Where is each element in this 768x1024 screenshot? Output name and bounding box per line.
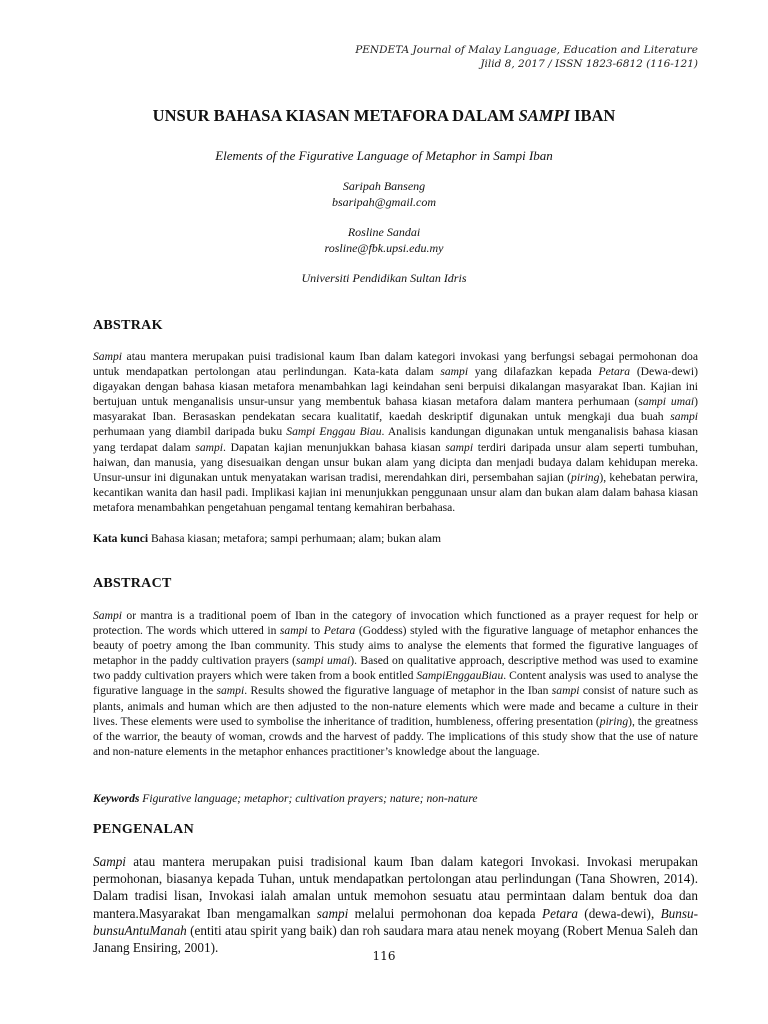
text-run: atau mantera merupakan puisi tradisional kaum Iban dalam kategori Invokasi. Invokasi merupakan permohonan, biasanya kepada Tuhan, untuk mendapatkan pertolongan atau perlindungan (Tana Showren, 2014). Dalam tradisi lisan, Invokasi ialah amalan untuk memohon sesuatu atau permintaan dalam bentuk doa dan mantera.Masyarakat Iban mengamalkan bbox=[93, 854, 698, 921]
text-run: (Dewa-dewi) digayakan dengan bahasa kiasan metafora menambahkan lagi keindahan seni berpuisi dikalangan masyarakat Iban. Kajian ini bertujuan untuk menganalisis unsur-unsur yang membentuk bahasa kiasan metafora dalam mantera perhumaan ( bbox=[93, 365, 698, 409]
text-run: perhumaan yang diambil daripada buku bbox=[93, 425, 287, 439]
affiliation: Universiti Pendidikan Sultan Idris bbox=[301, 271, 467, 285]
paper-title bbox=[0, 106, 768, 126]
kata-kunci-text: Bahasa kiasan; metafora; sampi perhumaan; alam; bukan alam bbox=[148, 532, 442, 545]
abstract-heading: ABSTRACT bbox=[93, 576, 172, 591]
author-1 bbox=[0, 178, 768, 210]
text-run: piring bbox=[571, 470, 600, 484]
author-email: bsaripah@gmail.com bbox=[331, 195, 437, 209]
journal-name: PENDETA Journal of Malay Language, Education and Literature bbox=[355, 44, 698, 56]
title-italic: SAMPI bbox=[518, 106, 570, 125]
text-run: . Analisis kandungan digunakan untuk menganalisis bahasa kiasan yang terdapat dalam bbox=[93, 425, 698, 454]
text-run: sampi bbox=[440, 365, 469, 379]
kata-kunci bbox=[93, 532, 698, 545]
text-run: Sampi Enggau Biau bbox=[286, 425, 382, 439]
text-run: melalui permohonan doa kepada bbox=[348, 905, 543, 921]
text-run: ), kehebatan perwira, kecantikan wanita dan hasil padi. Implikasi kajian ini menunjukkan penggunaan unsur alam dan bukan alam dalam bahasa kiasan metafora menambahkan pengetahuan pengamal tentang kemahiran berbahasa. bbox=[93, 470, 698, 514]
text-run: sampi bbox=[195, 440, 224, 454]
text-run: sampi bbox=[670, 410, 698, 424]
text-run: yang dilafazkan kepada bbox=[468, 365, 599, 379]
abstract-paragraph bbox=[93, 608, 698, 759]
keywords-label: Keywords bbox=[93, 792, 140, 805]
text-run: sampi bbox=[445, 440, 474, 454]
text-run: sampi umai bbox=[638, 395, 695, 409]
text-run: ), the greatness of the warrior, the beauty of woman, crowds and the harvest of paddy. The implications of this study show that the use of nature and non-nature elements in the metaphor enhances practitioner’s knowledge about the language. bbox=[93, 714, 698, 758]
text-run: . Content analysis was used to analyse the figurative language in the bbox=[93, 669, 698, 698]
text-run: SampiEnggauBiau bbox=[416, 669, 504, 683]
author-email: rosline@fbk.upsi.edu.my bbox=[324, 241, 444, 255]
text-run: consist of nature such as plants, animals and human which are then adjusted to the non-nature elements which were made and became a culture in their lives. These elements were used to symbolise the inheritance of tradition, humbleness, offering presentation ( bbox=[93, 684, 698, 728]
author-2 bbox=[0, 224, 768, 256]
abstrak-heading: ABSTRAK bbox=[93, 318, 163, 333]
text-run: ) masyarakat Iban. Berasaskan pendekatan secara kualitatif, kaedah deskriptif digunakan untuk mengkaji dua buah bbox=[93, 395, 698, 424]
text-run: (Goddess) styled with the figurative language of metaphor enhances the beauty of poetry among the Iban community. This study aims to analyse the elements that formed the figurative languages of metaphor in the paddy cultivation prayers ( bbox=[93, 624, 698, 668]
pengenalan-paragraph bbox=[93, 853, 698, 956]
journal-header bbox=[355, 43, 698, 71]
page-number: 116 bbox=[372, 949, 396, 963]
keywords bbox=[93, 792, 698, 805]
author-name: Saripah Banseng bbox=[342, 179, 426, 193]
title-part2: IBAN bbox=[569, 106, 616, 125]
text-run: terdiri daripada unsur alam seperti tumbuhan, haiwan, dan manusia, yang disesuaikan dengan unsur bukan alam yang dicipta dan menjadi budaya dalam kehidupan mereka. Unsur-unsur ini digunakan untuk menyatakan warisan tradisi, merendahkan diri, persembahan sajian ( bbox=[93, 440, 698, 484]
text-run: sampi umai bbox=[295, 654, 351, 668]
text-run: Sampi bbox=[93, 609, 122, 622]
text-run: Bunsu-bunsuAntuManah bbox=[93, 905, 698, 938]
kata-kunci-label: Kata kunci bbox=[93, 532, 149, 545]
title-part1: UNSUR BAHASA KIASAN METAFORA DALAM bbox=[152, 106, 519, 125]
text-run: atau mantera merupakan puisi tradisional kaum Iban dalam kategori invokasi yang berfungsi sebagai permohonan doa untuk mendapatkan pertolongan atau perlindungan. Kata-kata dalam bbox=[93, 350, 698, 379]
text-run: sampi bbox=[216, 684, 245, 698]
pengenalan-heading: PENGENALAN bbox=[93, 822, 195, 837]
text-run: to bbox=[307, 624, 324, 638]
text-run: sampi bbox=[279, 624, 308, 638]
text-run: Petara bbox=[598, 365, 631, 379]
text-run: sampi bbox=[551, 684, 580, 698]
text-run: (dewa-dewi), bbox=[577, 905, 661, 921]
text-run: . Results showed the figurative language of metaphor in the Iban bbox=[244, 684, 552, 698]
text-run: (entiti atau spirit yang baik) dan roh saudara mara atau nenek moyang (Robert Menua Saleh dan Janang Ensiring, 2001). bbox=[93, 922, 698, 956]
text-run: Petara bbox=[323, 624, 356, 638]
text-run: Petara bbox=[542, 905, 578, 921]
text-run: . Dapatan kajian menunjukkan bahasa kiasan bbox=[223, 440, 446, 454]
text-run: ). Based on qualitative approach, descriptive method was used to examine two paddy cultivation prayers which were taken from a book entitled bbox=[93, 654, 698, 683]
keywords-text: Figurative language; metaphor; cultivation prayers; nature; non-nature bbox=[139, 792, 478, 805]
author-name: Rosline Sandai bbox=[347, 225, 421, 239]
abstrak-paragraph bbox=[93, 349, 698, 515]
text-run: Sampi bbox=[93, 854, 126, 869]
text-run: sampi bbox=[316, 905, 349, 921]
journal-volume: Jilid 8, 2017 / ISSN 1823-6812 (116-121) bbox=[480, 58, 698, 70]
text-run: Sampi bbox=[93, 350, 122, 363]
text-run: or mantra is a traditional poem of Iban in the category of invocation which functioned as a prayer request for help or protection. The words which uttered in bbox=[93, 609, 698, 638]
paper-subtitle: Elements of the Figurative Language of Metaphor in Sampi Iban bbox=[215, 148, 553, 163]
text-run: piring bbox=[599, 714, 629, 728]
